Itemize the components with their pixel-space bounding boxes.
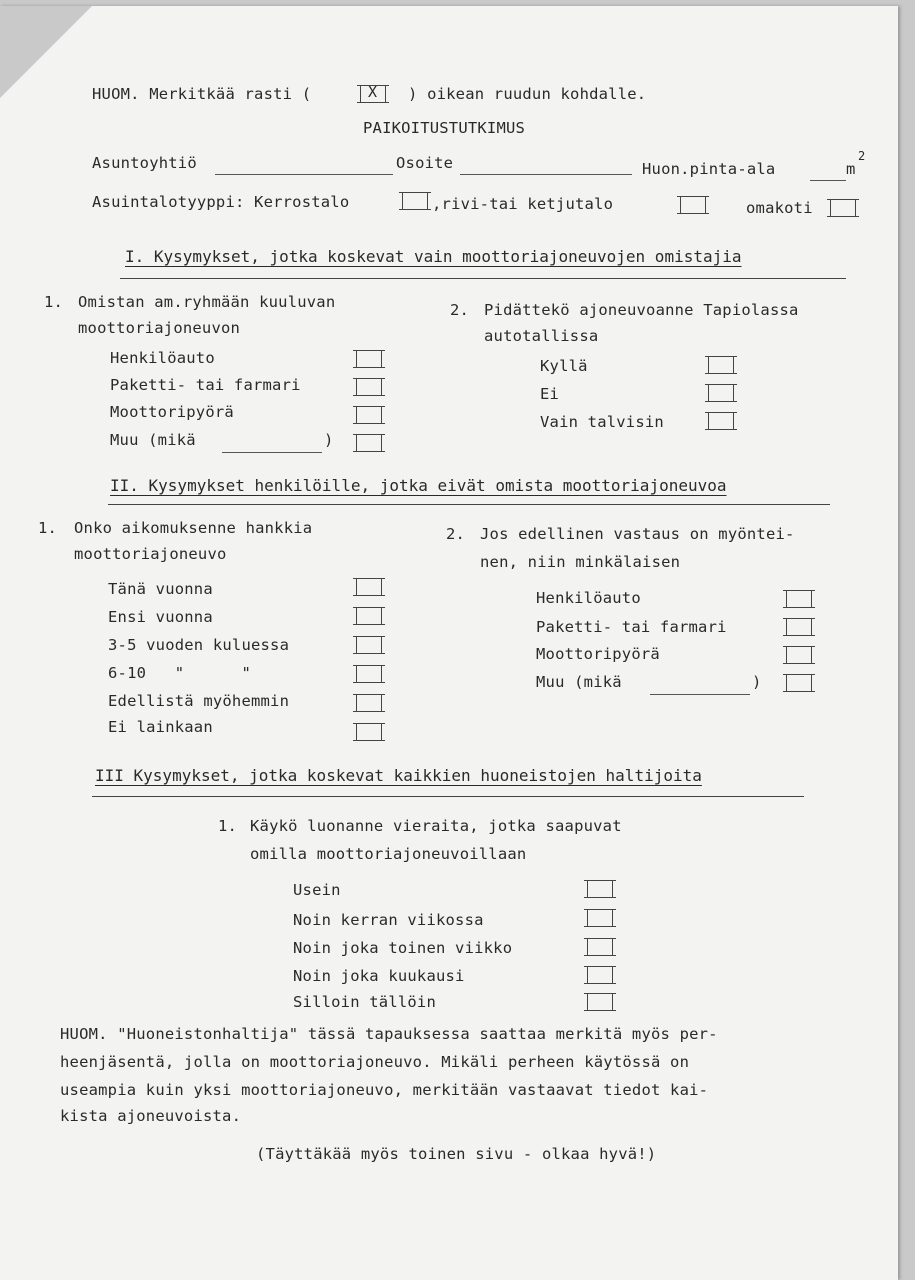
s1-q2-option-winter: Vain talvisin (540, 413, 664, 431)
s2-q2-option-other-close: ) (752, 673, 762, 691)
s1-q2-text-cont: autotallissa (484, 327, 599, 345)
area-label: Huon.pinta-ala (642, 160, 776, 178)
s1-q1-option-motorcycle: Moottoripyörä (110, 403, 234, 421)
footer-note-line-3: useampia kuin yksi moottoriajoneuvo, merkitään vastaavat tiedot kai- (60, 1081, 709, 1099)
instruction-suffix: ) oikean ruudun kohdalle. (408, 85, 647, 103)
form-title: PAIKOITUSTUTKIMUS (363, 119, 526, 137)
s1-q1-checkbox-motorcycle[interactable] (356, 406, 382, 424)
s2-q1-checkbox-later[interactable] (356, 694, 382, 712)
s1-q1-option-van: Paketti- tai farmari (110, 376, 301, 394)
s1-q1-text: Omistan am.ryhmään kuuluvan (78, 293, 336, 311)
s1-q2-number: 2. (450, 301, 470, 319)
closing-request: (Täyttäkää myös toinen sivu - olkaa hyvä!) (256, 1145, 657, 1163)
s2-q1-text-cont: moottoriajoneuvo (74, 545, 227, 563)
association-field[interactable] (215, 174, 393, 175)
section-3-rule (92, 796, 804, 797)
footer-note-line-4: kista ajoneuvoista. (60, 1107, 242, 1125)
s1-q2-checkbox-no[interactable] (708, 384, 734, 402)
s2-q1-option-3-5-years: 3-5 vuoden kuluessa (108, 636, 290, 654)
instruction-prefix: HUOM. Merkitkää rasti ( (92, 85, 312, 103)
footer-note-line-2: heenjäsentä, jolla on moottoriajoneuvo. Mikäli perheen käytössä on (60, 1053, 690, 1071)
s3-q1-option-often: Usein (293, 881, 341, 899)
s2-q2-checkbox-motorcycle[interactable] (786, 646, 812, 664)
section-2-rule (108, 504, 830, 505)
housing-type-label: Asuintalotyyppi: Kerrostalo (92, 193, 350, 211)
s2-q1-text: Onko aikomuksenne hankkia (74, 519, 313, 537)
footer-note-line-1: HUOM. "Huoneistonhaltija" tässä tapauksessa saattaa merkitä myös per- (60, 1025, 718, 1043)
s2-q2-other-field[interactable] (650, 694, 750, 695)
s3-q1-text: Käykö luonanne vieraita, jotka saapuvat (250, 817, 622, 835)
area-unit: m (846, 160, 856, 178)
s2-q1-checkbox-3-5-years[interactable] (356, 636, 382, 654)
s3-q1-option-occasionally: Silloin tällöin (293, 993, 436, 1011)
s1-q2-option-yes: Kyllä (540, 357, 588, 375)
s2-q1-checkbox-this-year[interactable] (356, 578, 382, 596)
s2-q1-option-later: Edellistä myöhemmin (108, 692, 290, 710)
s1-q1-option-other: Muu (mikä (110, 431, 196, 449)
area-field[interactable] (810, 180, 846, 181)
s2-q2-option-car: Henkilöauto (536, 589, 641, 607)
example-mark: X (368, 83, 378, 101)
s3-q1-checkbox-monthly[interactable] (587, 966, 613, 984)
section-3-heading: III Kysymykset, jotka koskevat kaikkien huoneistojen haltijoita (95, 766, 702, 785)
s2-q1-option-never: Ei lainkaan (108, 718, 213, 736)
s1-q1-checkbox-car[interactable] (356, 350, 382, 368)
s2-q2-checkbox-other[interactable] (786, 674, 812, 692)
s1-q1-option-other-close: ) (324, 431, 334, 449)
s1-q1-checkbox-other[interactable] (356, 434, 382, 452)
s2-q1-checkbox-never[interactable] (356, 723, 382, 741)
section-1-rule (120, 278, 846, 279)
s2-q2-text: Jos edellinen vastaus on myöntei- (480, 525, 795, 543)
section-2-heading: II. Kysymykset henkilöille, jotka eivät omista moottoriajoneuvoa (110, 476, 727, 495)
folded-corner (0, 6, 92, 98)
housing-type-detached-label: omakoti (746, 199, 813, 217)
s1-q2-checkbox-winter[interactable] (708, 412, 734, 430)
s3-q1-option-biweekly: Noin joka toinen viikko (293, 939, 513, 957)
s3-q1-checkbox-weekly[interactable] (587, 909, 613, 927)
checkbox-apartment-building[interactable] (402, 192, 428, 210)
s2-q2-option-van: Paketti- tai farmari (536, 618, 727, 636)
s2-q1-checkbox-6-10-years[interactable] (356, 665, 382, 683)
s3-q1-checkbox-biweekly[interactable] (587, 938, 613, 956)
s2-q2-text-cont: nen, niin minkälaisen (480, 553, 681, 571)
s2-q1-number: 1. (38, 519, 58, 537)
s1-q2-text: Pidättekö ajoneuvoanne Tapiolassa (484, 301, 799, 319)
s2-q2-option-motorcycle: Moottoripyörä (536, 645, 660, 663)
s3-q1-option-monthly: Noin joka kuukausi (293, 967, 465, 985)
s2-q1-option-next-year: Ensi vuonna (108, 608, 213, 626)
s2-q2-checkbox-car[interactable] (786, 590, 812, 608)
housing-type-row-label: ,rivi-tai ketjutalo (432, 195, 614, 213)
s1-q2-option-no: Ei (540, 385, 560, 403)
checkbox-detached-house[interactable] (830, 199, 856, 217)
s2-q1-option-this-year: Tänä vuonna (108, 580, 213, 598)
s3-q1-checkbox-often[interactable] (587, 880, 613, 898)
area-unit-exponent: 2 (858, 149, 866, 163)
s1-q1-text-cont: moottoriajoneuvon (78, 319, 241, 337)
address-label: Osoite (396, 154, 454, 172)
s1-q1-other-field[interactable] (222, 452, 322, 453)
checkbox-row-house[interactable] (680, 196, 706, 214)
s2-q2-option-other: Muu (mikä (536, 673, 622, 691)
association-label: Asuntoyhtiö (92, 154, 197, 172)
s1-q1-checkbox-van[interactable] (356, 378, 382, 396)
s2-q2-checkbox-van[interactable] (786, 618, 812, 636)
address-field[interactable] (460, 174, 632, 175)
s2-q1-option-6-10-years: 6-10 " " (108, 664, 251, 682)
s1-q1-option-car: Henkilöauto (110, 349, 215, 367)
s1-q2-checkbox-yes[interactable] (708, 356, 734, 374)
s3-q1-checkbox-occasionally[interactable] (587, 993, 613, 1011)
section-1-heading: I. Kysymykset, jotka koskevat vain moottoriajoneuvojen omistajia (125, 247, 742, 266)
s3-q1-number: 1. (218, 817, 238, 835)
form-page (0, 6, 898, 1280)
s2-q1-checkbox-next-year[interactable] (356, 607, 382, 625)
s3-q1-option-weekly: Noin kerran viikossa (293, 911, 484, 929)
s1-q1-number: 1. (44, 293, 64, 311)
s2-q2-number: 2. (446, 525, 466, 543)
s3-q1-text-cont: omilla moottoriajoneuvoillaan (250, 845, 527, 863)
